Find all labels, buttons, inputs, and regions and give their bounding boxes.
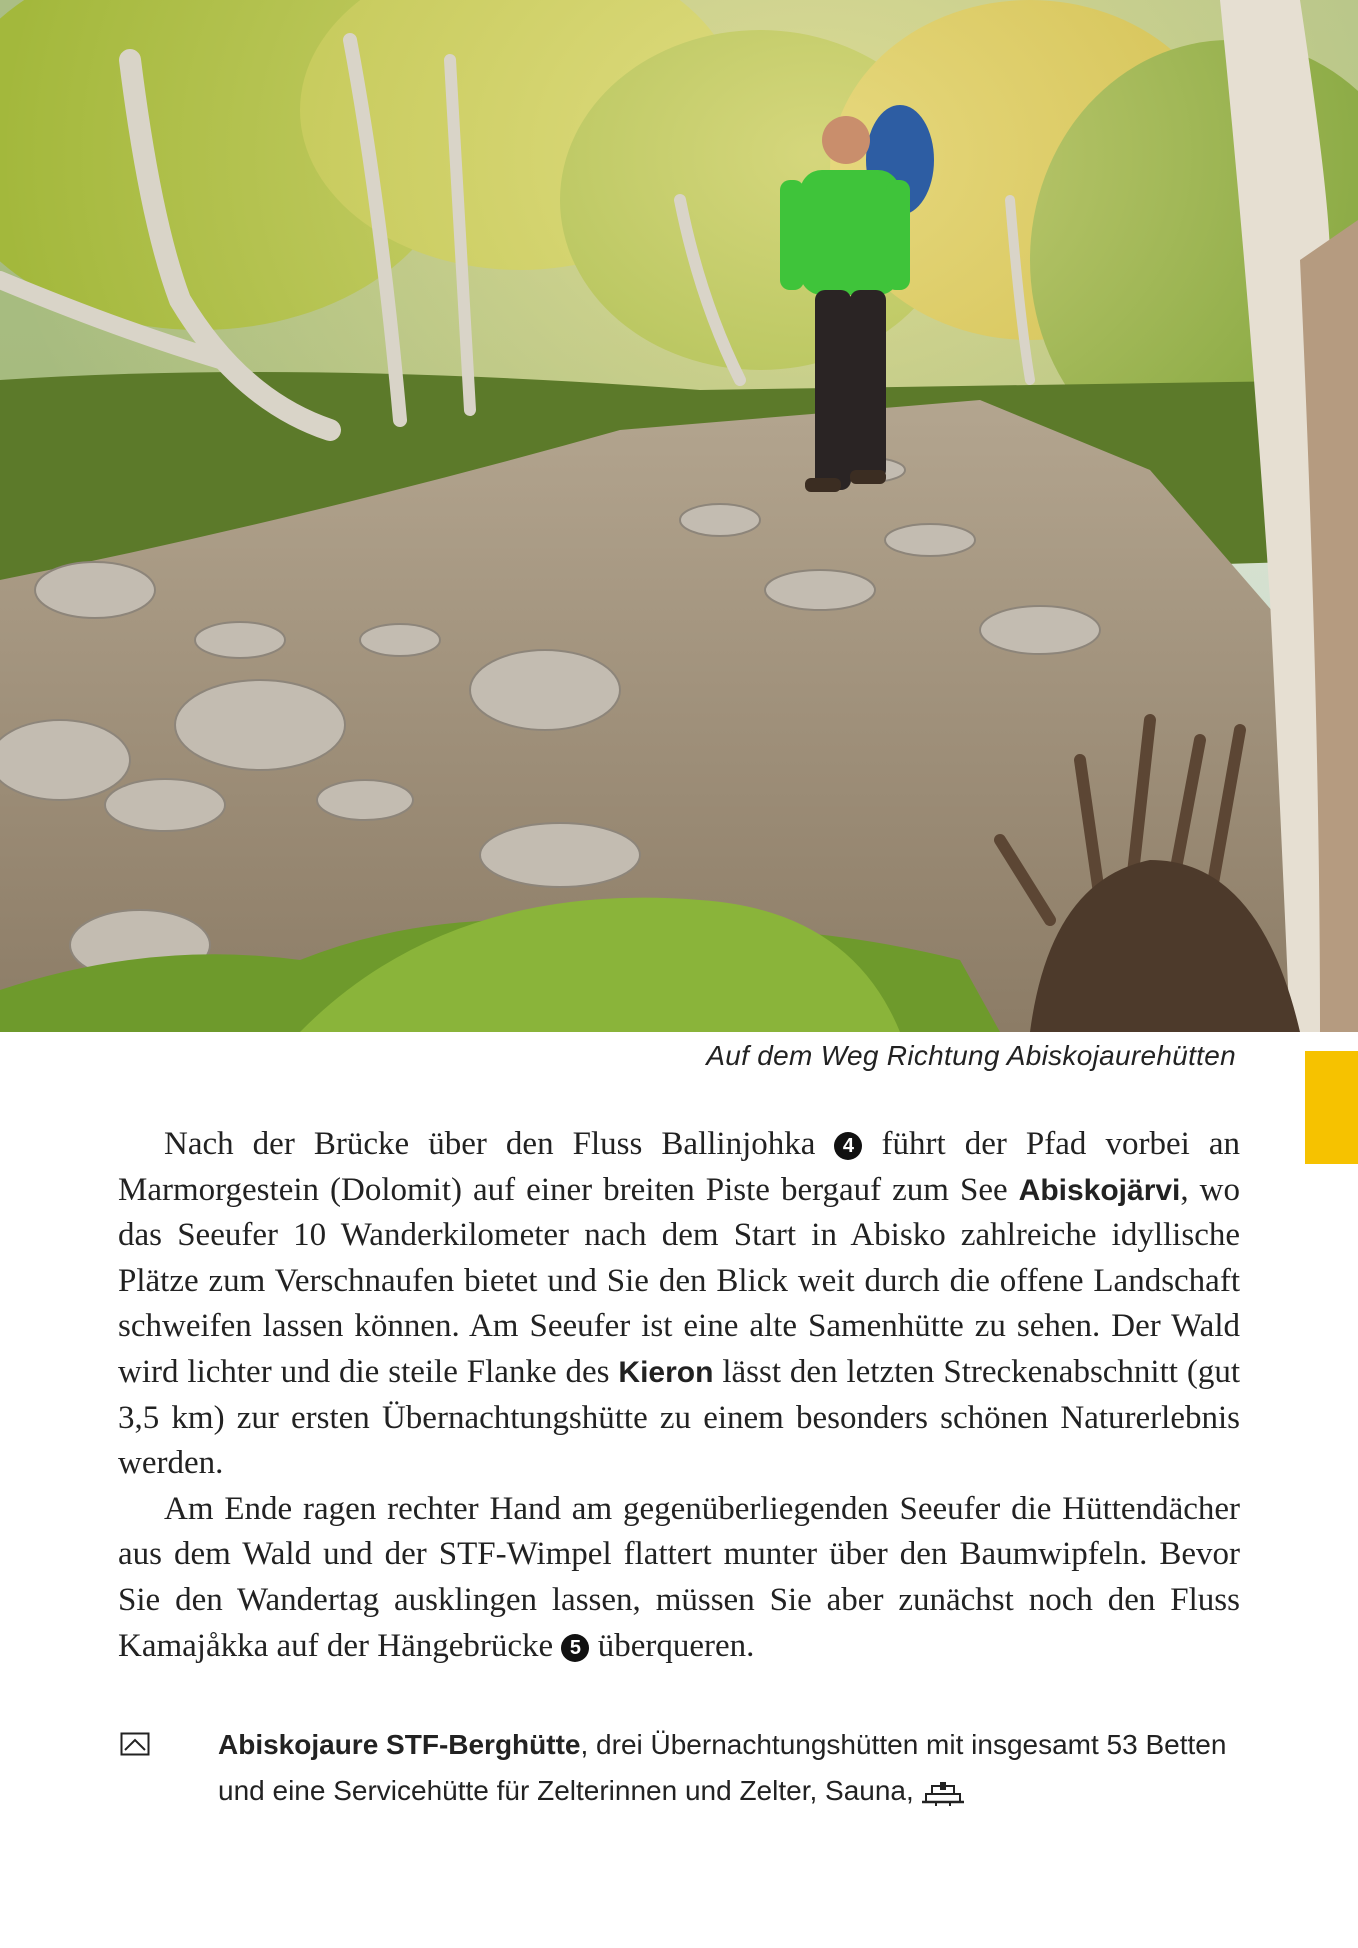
accommodation-info — [118, 1722, 1240, 1814]
hut-name: Abiskojaure STF-Berghütte — [218, 1729, 581, 1760]
place-name: Abiskojärvi — [1018, 1173, 1181, 1207]
chapter-color-tab — [1305, 1051, 1358, 1164]
hut-description: , drei Übernachtungshütten mit insgesamt 53 Betten und eine Servicehütte für Zelterinnen und Zelter, Sauna, — [218, 1729, 1227, 1806]
waypoint-marker: 4 — [834, 1132, 862, 1160]
toilet-sign-icon — [920, 1780, 966, 1806]
paragraph-2: Am Ende ragen rechter Hand am gegenüberliegenden Seeufer die Hüttendächer aus dem Wald und der STF-Wimpel flattert munter über den Baumwipfeln. Bevor Sie den Wandertag ausklingen lassen, müssen Sie aber zunächst noch den Fluss Kamajåkka auf der Hängebrücke 5 überqueren. — [118, 1490, 1240, 1664]
waypoint-marker: 5 — [561, 1634, 589, 1662]
place-name: Kieron — [618, 1355, 714, 1389]
body-text — [118, 1122, 1240, 1669]
photo-caption: Auf dem Weg Richtung Abiskojaurehütten — [706, 1040, 1236, 1071]
paragraph-1: Nach der Brücke über den Fluss Ballinjohka 4 führt der Pfad vorbei an Marmorgestein (Dolomit) auf einer breiten Piste bergauf zum See Abiskojärvi, wo das Seeufer 10 Wanderkilometer nach dem Start in Abisko zahlreiche idyllische Plätze zum Verschnaufen bietet und Sie den Blick weit durch die offene Landschaft schweifen lassen können. Am Seeufer ist eine alte Samenhütte zu sehen. Der Wald wird lichter und die steile Flanke des Kieron lässt den letzten Streckenabschnitt (gut 3,5 km) zur ersten Übernachtungshütte zu einem besonders schönen Naturerlebnis werden. — [118, 1126, 1241, 1482]
mountain-hut-icon — [120, 1732, 150, 1756]
